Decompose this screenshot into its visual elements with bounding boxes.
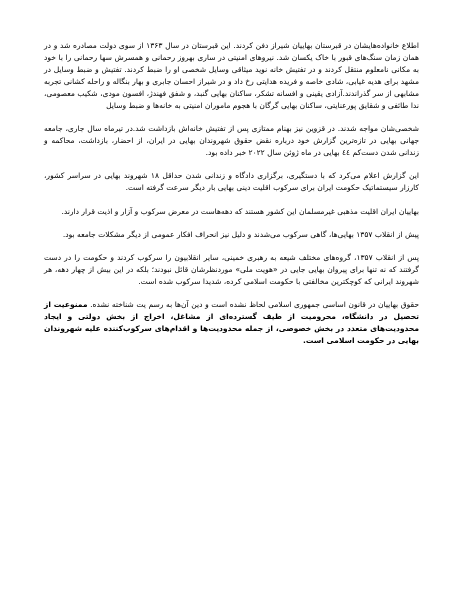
paragraph-minority: بهاییان ایران اقلیت مذهبی غیرمسلمان این کشور هستند که دهه‌هاست در معرض سرکوب و آزار و اذیت قرار دارند.	[61, 206, 419, 216]
rights-plain-text: حقوق بهاییان در قانون اساسی جمهوری اسلامی لحاظ نشده است و دین آن‌ها به رسم یت شناخته نشده.	[90, 299, 419, 309]
paragraph-post-revolution: پس از انقلاب ۱۳۵۷، گروه‌های مختلف شیعه به رهبری خمینی، سایر انقلابیون را سرکوب کردند و حکومت را در دست گرفتند که نه تنها برای پیروان بهایی جایی در «هویت ملی» موردنظرشان قائل نبودند؛ بلکه در این بیش از چهار دهه، هر شهروند ایرانی که کوچکترین مخالفتی با حکومت اسلامی کرده، شدیدا سرکوب شده است.	[44, 252, 419, 286]
paragraph-rights	[44, 299, 419, 347]
paragraph-pre-revolution: پیش از انقلاب ۱۳۵۷ بهایی‌ها، گاهی سرکوب می‌شدند و دلیل نیز انحراف افکار عمومی از دیگر مشکلات جامعه بود.	[62, 229, 419, 239]
rights-bold-text: ممنوعیت از تحصیل در دانشگاه، محرومیت از طیف گسترده‌ای از مشاغل، اخراج از بخش دولتی و ایجاد محدودیت‌های متعدد در بخش خصوصی، از جمله محدودیت‌ها و اقدام‌های سرکوب‌کننده علیه شهروندان بهایی در حکومت اسلامی است.	[44, 299, 419, 345]
paragraph-burial-and-raids: اطلاع خانواده‌هایشان در قبرستان بهاییان شیراز دفن کردند. این قبرستان در سال ۱۳۶۳ از سوی دولت مصادره شد و در همان زمان سنگ‌های قبور با خاک یکسان شد. نیروهای امنیتی در ساری بهروز رحمانی و همسرش سها رحمانی را با خود به مکانی نامعلوم منتقل کردند و در تفتیش خانه نوید میثاقی وسایل شخصی او را ضبط کردند. تفتیش و ضبط وسایل در مشهد برای هدیه غیابی، شادی خاصه و فریده هدایتی رخ داد و در شیراز احسان جابری و بهار بنگاله و راحله کشانی تجربه مشابهی از سر گذراندند.آزادی یقینی و افسانه تشکر، ساکنان بهایی گنبد، و شفق فهندژ، افسون مودی، شکیب معصومی، ندا طائفی و شقایق پورعنایتی، ساکنان بهایی گرگان با هجوم ماموران امنیتی به خانه‌ها و ضبط وسایل	[44, 41, 419, 111]
paragraph-june-report: شخصی‌شان مواجه شدند. در قزوین نیز بهنام ممتازی پس از تفتیش خانه‌اش بازداشت شد.در تیرماه سال جاری، جامعه جهانی بهایی در تازه‌ترین گزارش خود درباره نقض حقوق شهروندان بهایی در ایران، از احضار، بازداشت، محاکمه و زندانی شدن دست‌کم ٤٤ بهایی در ماه ژوئن سال ۲۰۲۲ خبر داده بود.	[44, 124, 419, 158]
paragraph-report-statement: این گزارش اعلام می‌کرد که با دستگیری، برگزاری دادگاه و زندانی شدن حداقل ۱۸ شهروند بهایی در سراسر کشور، کارزار سیستماتیک حکومت ایران برای سرکوب اقلیت دینی بهایی بار دیگر سرعت گرفته است.	[44, 171, 419, 193]
